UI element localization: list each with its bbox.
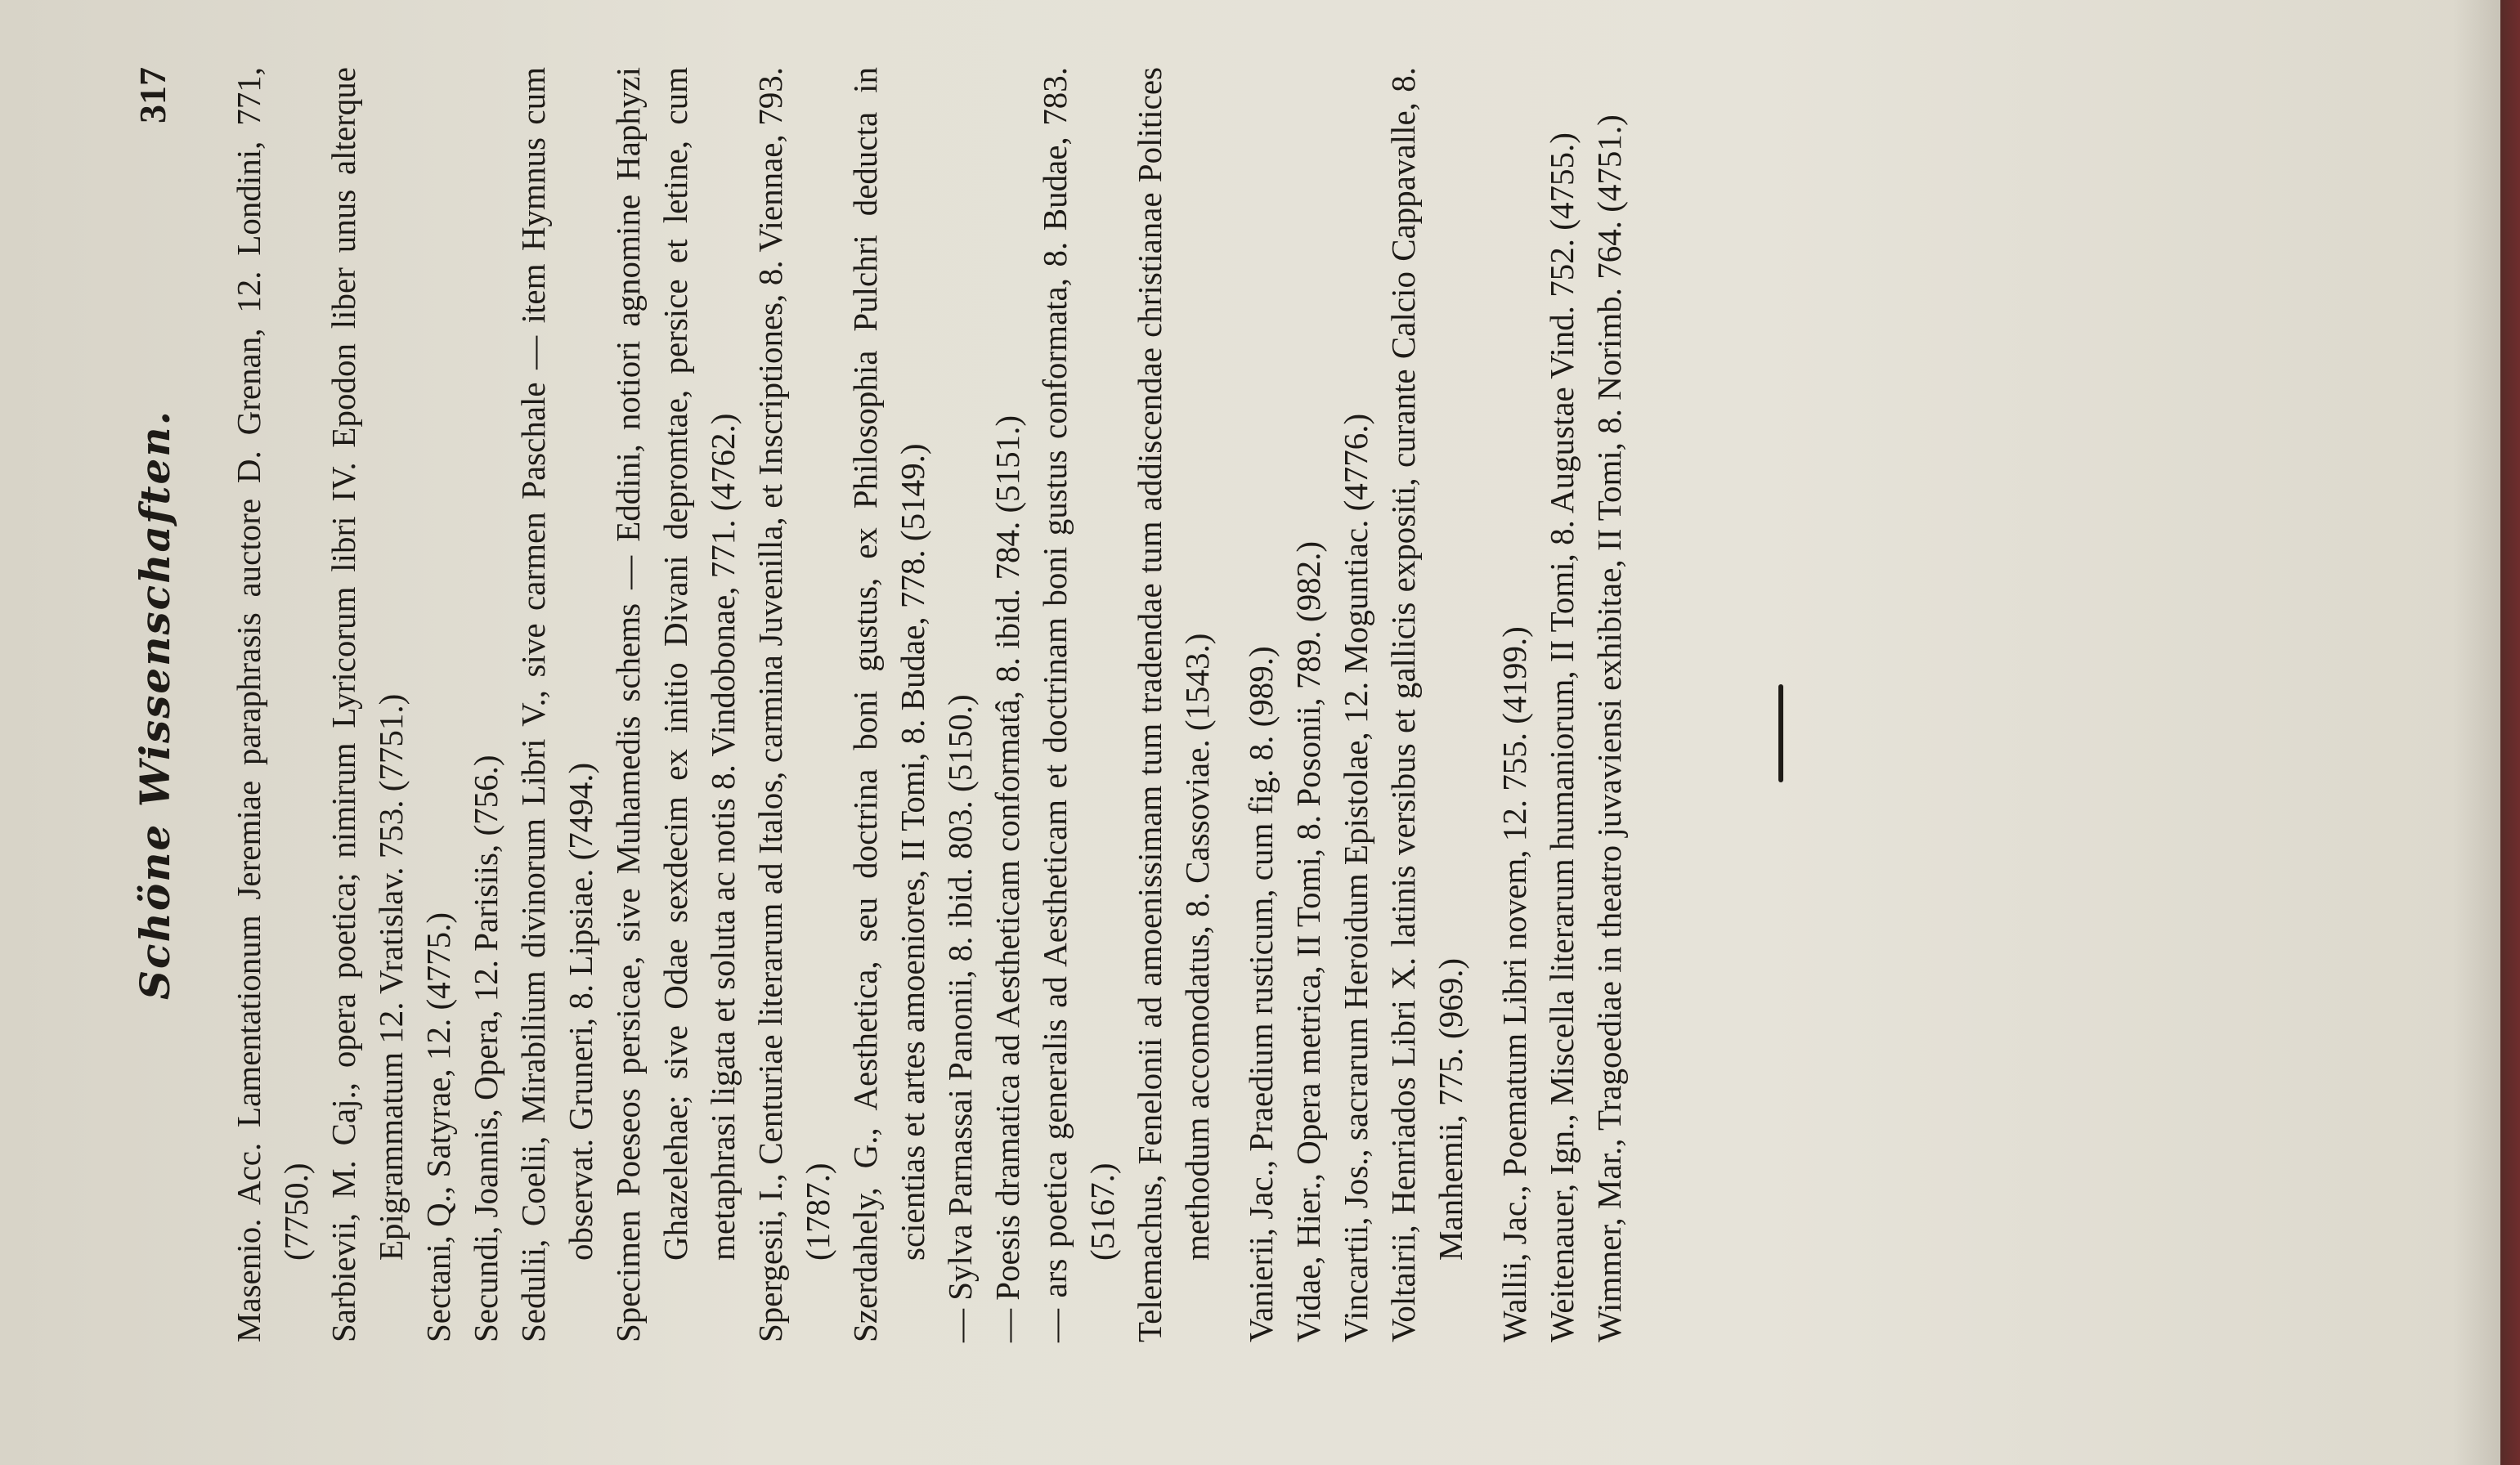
catalogue-entry: — Poesis dramatica ad Aestheticam conformatâ, 8. ibid. 784. (5151.) [989, 414, 1026, 1342]
catalogue-entry: Masenio. Acc. Lamentationum Jeremiae paraphrasis auctore D. Grenan, 12. Londini, 771, (7750.) [230, 67, 315, 1342]
catalogue-entry: — Sylva Parnassai Panonii, 8. ibid. 803. (5150.) [941, 694, 979, 1342]
catalogue-entry: Vanierii, Jac., Praedium rusticum, cum fig. 8. (989.) [1242, 646, 1280, 1342]
page-edge-shadow [2453, 0, 2520, 1465]
catalogue-entry: Vincartii, Jos., sacrarum Heroidum Epistolae, 12. Moguntiac. (4776.) [1337, 413, 1374, 1342]
catalogue-entry: Sarbievii, M. Caj., opera poetica; nimirum Lyricorum libri IV. Epodon liber unus alterque Epigrammatum 12. Vratislav. 753. (7751.) [325, 67, 410, 1342]
page-number: 317 [132, 67, 173, 123]
end-rule [1778, 684, 1783, 782]
catalogue-entry: Voltairii, Henriados Libri X. latinis versibus et gallicis expositi, curante Calcio Cappavalle, 8. Manhemii, 775. (969.) [1384, 67, 1469, 1342]
catalogue-entry: Spergesii, I., Centuriae literarum ad Italos, carmina Juvenilla, et Inscriptiones, 8. Viennae, 793. (1787.) [751, 67, 836, 1342]
catalogue-entry: Wimmer, Mar., Tragoediae in theatro juvaviensi exhibitae, II Tomi, 8. Norimb. 764. (4751.) [1590, 114, 1628, 1342]
catalogue-entry: — ars poetica generalis ad Aestheticam et doctrinam boni gustus conformata, 8. Budae, 783. (5167.) [1036, 67, 1121, 1342]
catalogue-entries [225, 67, 1633, 1342]
running-title: Schöne Wissenschaften. [131, 409, 179, 1001]
catalogue-entry: Szerdahely, G., Aesthetica, seu doctrina boni gustus, ex Philosophia Pulchri deducta in scientias et artes amoeniores, II Tomi, 8. Budae, 778. (5149.) [846, 67, 931, 1342]
catalogue-entry: Vidae, Hier., Opera metrica, II Tomi, 8. Posonii, 789. (982.) [1289, 541, 1327, 1342]
catalogue-entry: Telemachus, Fenelonii ad amoenissimam tum tradendae tum addiscendae christianae Politices methodum accomodatus, 8. Cassoviae. (1543.) [1131, 67, 1216, 1342]
catalogue-entry: Sectani, Q., Satyrae, 12. (4775.) [419, 912, 457, 1342]
catalogue-entry: Specimen Poeseos persicae, sive Muhamedis schems — Eddini, notiori agnomine Haphyzi Ghazelehae; sive Odae sexdecim ex initio Divani depromtae, persice et letine, cum metaphrasi ligata et soluta ac notis 8. Vindobonae, 771. (4762.) [609, 67, 742, 1342]
catalogue-entry: Wallii, Jac., Poematum Libri novem, 12. 755. (4199.) [1495, 626, 1533, 1342]
catalogue-entry: Sedulii, Coelii, Mirabilium divinorum Libri V., sive carmen Paschale — item Hymnus cum observat. Gruneri, 8. Lipsiae. (7494.) [514, 67, 599, 1342]
catalogue-entry: Secundi, Joannis, Opera, 12. Parisiis, (756.) [467, 755, 504, 1342]
running-head [123, 67, 196, 1342]
catalogue-entry: Weitenauer, Ign., Miscella literarum humaniorum, II Tomi, 8. Augustae Vind. 752. (4755.) [1543, 132, 1581, 1342]
